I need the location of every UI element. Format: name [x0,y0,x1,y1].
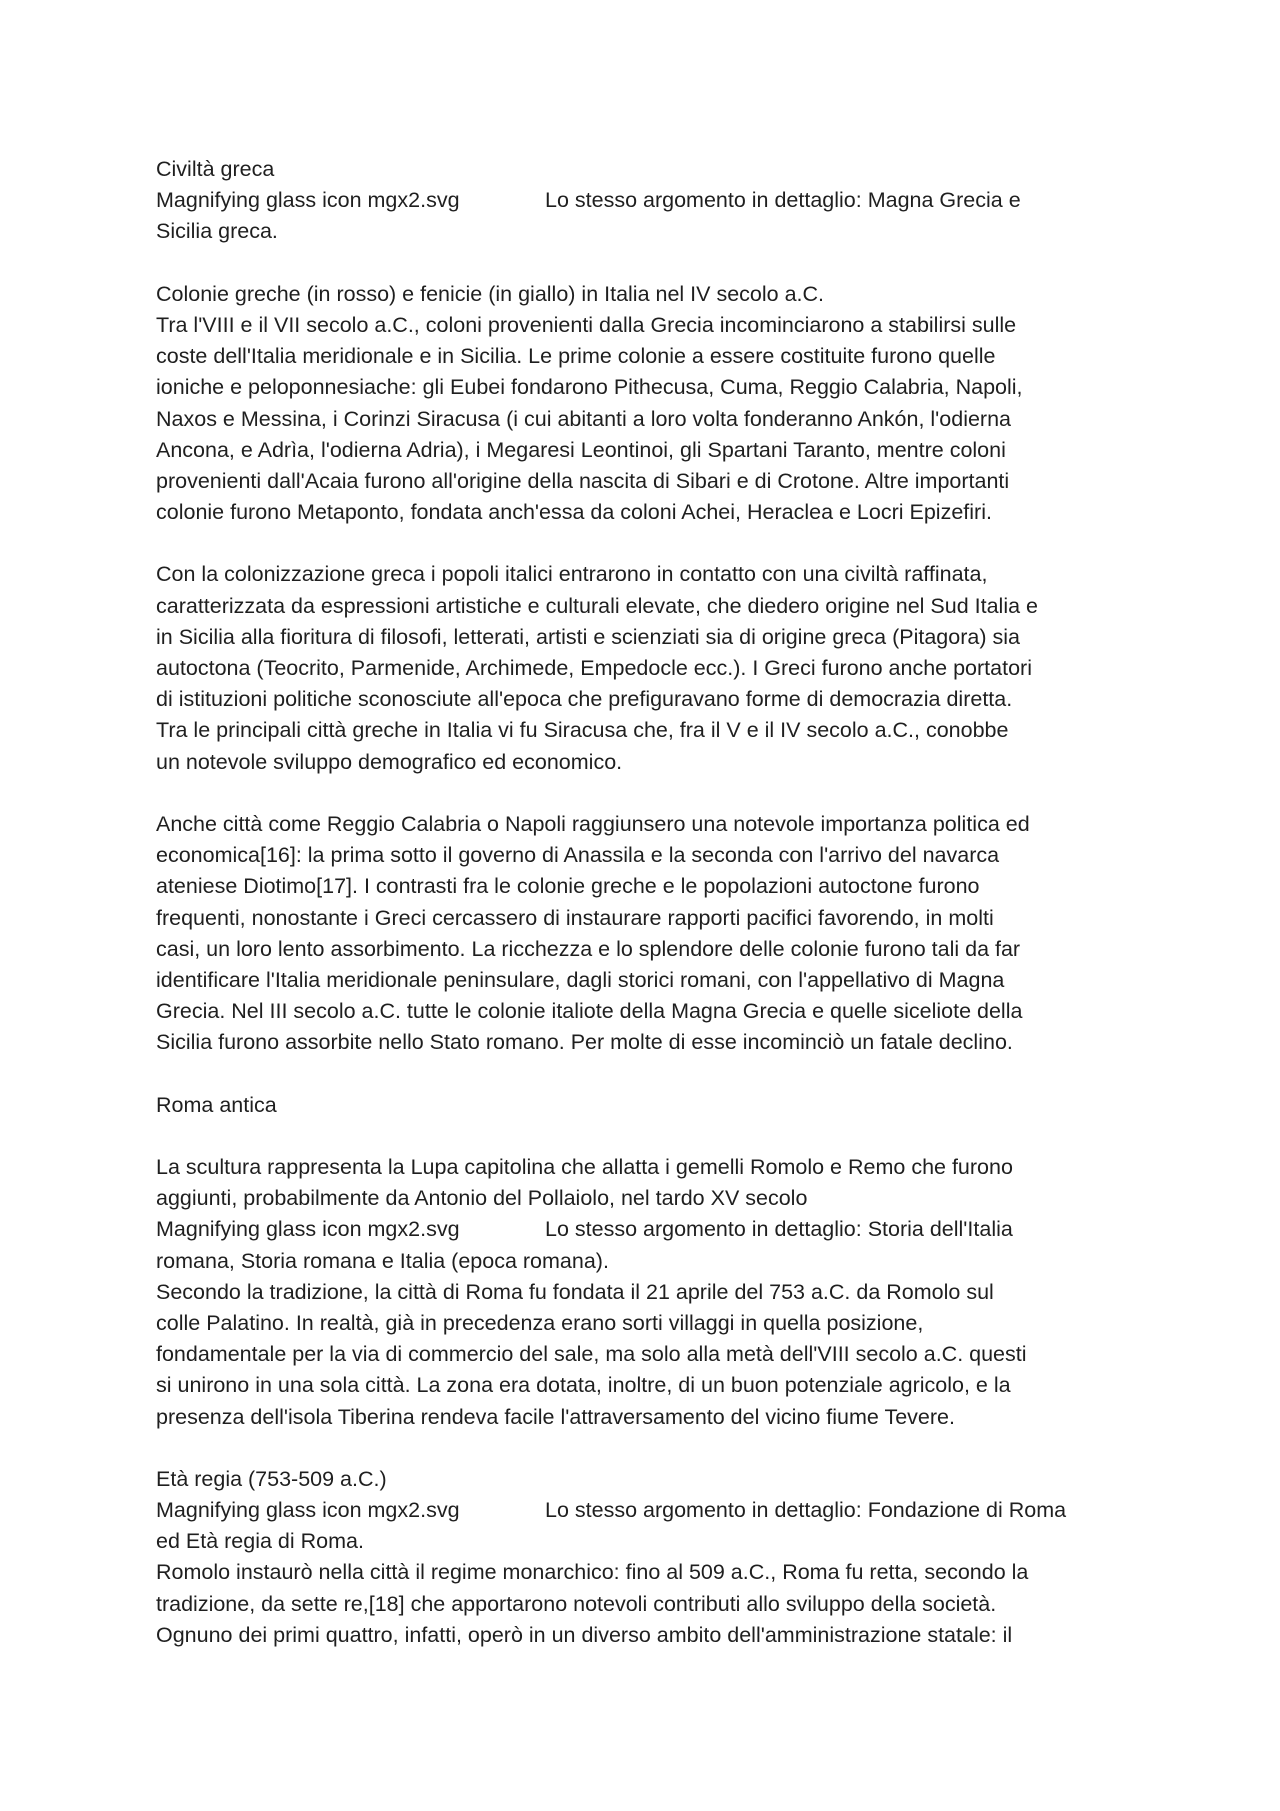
caption-line: aggiunti, probabilmente da Antonio del Pollaiolo, nel tardo XV secolo [156,1186,808,1211]
paragraph-line: presenza dell'isola Tiberina rendeva facile l'attraversamento del vicino fiume Tevere. [156,1404,955,1429]
magnifying-glass-icon: Magnifying glass icon mgx2.svg [156,1498,460,1523]
paragraph-line: in Sicilia alla fioritura di filosofi, letterati, artisti e scienziati sia di origine greca (Pitagora) sia [156,624,1020,649]
see-also-continuation: romana, Storia romana e Italia (epoca romana). [156,1248,609,1273]
see-also-text: Lo stesso argomento in dettaglio: Storia dell'Italia [545,1217,1013,1242]
paragraph-line: provenienti dall'Acaia furono all'origine della nascita di Sibari e di Crotone. Altre importanti [156,468,1010,493]
paragraph-line: Tra l'VIII e il VII secolo a.C., coloni provenienti dalla Grecia incominciarono a stabilirsi sulle [156,312,1017,337]
caption-line: La scultura rappresenta la Lupa capitolina che allatta i gemelli Romolo e Remo che furono [156,1155,1013,1179]
magnifying-glass-icon: Magnifying glass icon mgx2.svg [156,188,460,213]
paragraph-line: casi, un loro lento assorbimento. La ricchezza e lo splendore delle colonie furono tali da far [156,936,1021,961]
see-also-text: Lo stesso argomento in dettaglio: Magna Grecia e [545,188,1021,213]
paragraph-line: Romolo instaurò nella città il regime monarchico: fino al 509 a.C., Roma fu retta, secondo la [156,1560,1029,1585]
section-heading-civilta-greca: Civiltà greca [156,157,275,181]
paragraph-line: coste dell'Italia meridionale e in Sicilia. Le prime colonie a essere costituite furono quelle [156,344,996,369]
paragraph-line: colonie furono Metaponto, fondata anch'essa da coloni Achei, Heraclea e Locri Epizefiri. [156,500,992,525]
paragraph-line: Naxos e Messina, i Corinzi Siracusa (i cui abitanti a loro volta fonderanno Ankón, l'odierna [156,406,1012,431]
document-page [156,154,1136,1651]
see-also-line [156,1495,1136,1526]
paragraph-line: caratterizzata da espressioni artistiche e culturali elevate, che diedero origine nel Sud Italia e [156,593,1038,618]
paragraph-line: economica[16]: la prima sotto il governo di Anassila e la seconda con l'arrivo del navarca [156,843,1000,868]
paragraph-line: Ognuno dei primi quattro, infatti, operò in un diverso ambito dell'amministrazione statale: il [156,1622,1013,1647]
see-also-text: Lo stesso argomento in dettaglio: Fondazione di Roma [545,1498,1067,1523]
see-also-line [156,185,1136,216]
paragraph-line: Secondo la tradizione, la città di Roma fu fondata il 21 aprile del 753 a.C. da Romolo sul [156,1279,994,1304]
spacer [156,528,1136,559]
image-caption [156,1152,1136,1214]
paragraph [156,809,1136,1059]
magnifying-glass-icon: Magnifying glass icon mgx2.svg [156,1217,460,1242]
paragraph [156,1277,1136,1433]
paragraph-line: Tra le principali città greche in Italia vi fu Siracusa che, fra il V e il IV secolo a.C., conobbe [156,718,1009,743]
paragraph-line: tradizione, da sette re,[18] che apportarono notevoli contributi allo sviluppo della società. [156,1591,997,1616]
paragraph-line: Grecia. Nel III secolo a.C. tutte le colonie italiote della Magna Grecia e quelle siceliote della [156,999,1023,1024]
spacer [156,248,1136,279]
paragraph-line: autoctona (Teocrito, Parmenide, Archimede, Empedocle ecc.). I Greci furono anche portatori [156,656,1032,680]
paragraph-line: frequenti, nonostante i Greci cercassero di instaurare rapporti pacifici favorendo, in molti [156,905,994,930]
paragraph [156,1557,1136,1651]
spacer [156,1058,1136,1089]
paragraph-line: un notevole sviluppo demografico ed economico. [156,749,623,774]
paragraph-line: Sicilia furono assorbite nello Stato romano. Per molte di esse incominciò un fatale declino. [156,1030,1013,1055]
spacer [156,1433,1136,1464]
paragraph-line: si unirono in una sola città. La zona era dotata, inoltre, di un buon potenziale agricolo, e la [156,1373,1011,1398]
paragraph [156,310,1136,528]
paragraph-line: ioniche e peloponnesiache: gli Eubei fondarono Pithecusa, Cuma, Reggio Calabria, Napoli, [156,375,1023,400]
paragraph [156,559,1136,777]
paragraph-line: Ancona, e Adrìa, l'odierna Adria), i Megaresi Leontinoi, gli Spartani Taranto, mentre coloni [156,437,1006,462]
section-heading-eta-regia: Età regia (753-509 a.C.) [156,1466,387,1491]
spacer [156,1121,1136,1152]
paragraph-line: ateniese Diotimo[17]. I contrasti fra le colonie greche e le popolazioni autoctone furono [156,874,980,899]
paragraph-line: di istituzioni politiche sconosciute all'epoca che prefiguravano forme di democrazia diretta. [156,687,1013,712]
paragraph-line: Anche città come Reggio Calabria o Napoli raggiunsero una notevole importanza politica ed [156,811,1030,836]
see-also-continuation: Sicilia greca. [156,219,278,244]
see-also-line [156,1214,1136,1245]
paragraph-line: identificare l'Italia meridionale peninsulare, dagli storici romani, con l'appellativo di Magna [156,967,1005,992]
paragraph-line: colle Palatino. In realtà, già in precedenza erano sorti villaggi in quella posizione, [156,1310,924,1335]
paragraph-line: Con la colonizzazione greca i popoli italici entrarono in contatto con una civiltà raffinata, [156,562,988,587]
spacer [156,778,1136,809]
see-also-continuation: ed Età regia di Roma. [156,1529,364,1554]
image-caption: Colonie greche (in rosso) e fenicie (in giallo) in Italia nel IV secolo a.C. [156,281,825,306]
paragraph-line: fondamentale per la via di commercio del sale, ma solo alla metà dell'VIII secolo a.C. questi [156,1342,1027,1367]
section-heading-roma-antica: Roma antica [156,1092,277,1117]
